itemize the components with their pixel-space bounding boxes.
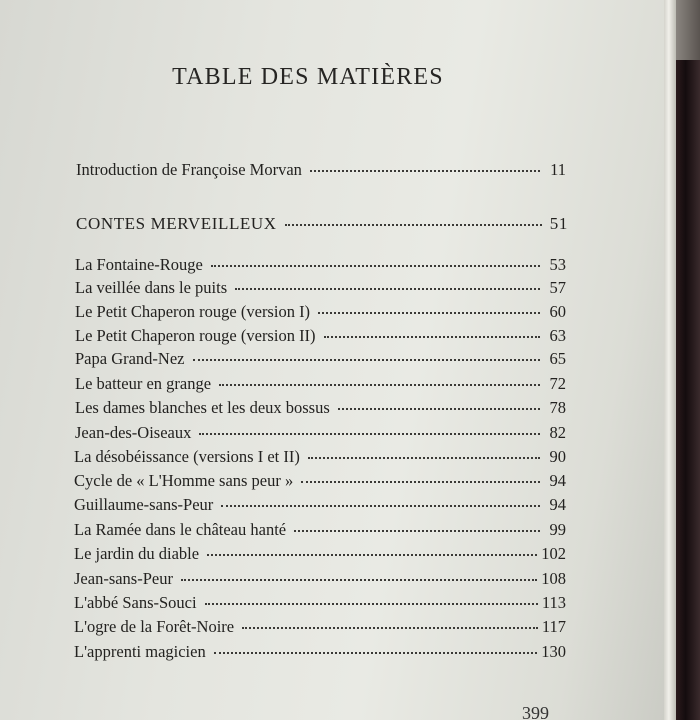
toc-entry-label: La Fontaine-Rouge <box>75 255 203 274</box>
toc-entry-label: La Ramée dans le château hanté <box>74 520 287 539</box>
toc-section-page: 51 <box>549 214 568 233</box>
toc-entry-label: Le Petit Chaperon rouge (version II) <box>75 326 316 345</box>
toc-entry-page: 72 <box>549 374 566 393</box>
toc-entry <box>74 471 566 491</box>
toc-intro-label: Introduction de Françoise Morvan <box>76 160 302 179</box>
toc-entry <box>75 374 566 394</box>
toc-entry-page: 117 <box>541 617 566 636</box>
toc-entry <box>75 423 566 443</box>
toc-entry-label: Cycle de « L'Homme sans peur » <box>74 471 294 490</box>
dot-leader <box>214 652 538 654</box>
toc-entry-page: 108 <box>541 569 566 588</box>
toc-entry-label: L'abbé Sans-Souci <box>74 593 197 612</box>
dot-leader <box>235 288 540 290</box>
toc-entry-label: L'apprenti magicien <box>74 642 206 661</box>
toc-entry <box>74 520 566 540</box>
book-cover <box>676 0 700 720</box>
toc-entry <box>74 593 566 613</box>
toc-entry-page: 90 <box>549 447 566 466</box>
dot-leader <box>338 408 540 410</box>
dot-leader <box>308 457 540 459</box>
toc-entry-label: Jean-des-Oiseaux <box>75 423 192 442</box>
toc-section-label: CONTES MERVEILLEUX <box>76 214 277 233</box>
toc-entry-label: Papa Grand-Nez <box>75 349 185 368</box>
toc-entry <box>75 326 566 346</box>
background <box>676 0 700 60</box>
toc-entry-page: 102 <box>541 544 566 563</box>
dot-leader <box>207 554 537 556</box>
toc-entry-page: 94 <box>549 495 566 514</box>
toc-entry <box>74 617 566 637</box>
toc-entry-label: Le batteur en grange <box>75 374 212 393</box>
toc-entry-page: 78 <box>549 398 566 417</box>
dot-leader <box>211 265 540 267</box>
dot-leader <box>193 359 541 361</box>
toc-intro <box>76 160 566 180</box>
toc-entry-label: Le Petit Chaperon rouge (version I) <box>75 302 311 321</box>
toc-entry-label: La veillée dans le puits <box>75 278 228 297</box>
dot-leader <box>219 384 540 386</box>
toc-entry-page: 60 <box>549 302 566 321</box>
dot-leader <box>221 505 540 507</box>
toc-entry-page: 94 <box>549 471 566 490</box>
toc-entry-page: 65 <box>549 349 566 368</box>
dot-leader <box>205 603 538 605</box>
dot-leader <box>318 312 540 314</box>
toc-entry-label: La désobéissance (versions I et II) <box>74 447 300 466</box>
dot-leader <box>199 433 540 435</box>
page-number: 399 <box>522 703 549 720</box>
toc-entry <box>74 569 566 589</box>
toc-entry <box>74 447 566 467</box>
toc-entry <box>75 278 566 298</box>
toc-entry <box>75 349 566 369</box>
dot-leader <box>310 170 540 172</box>
toc-entry-page: 130 <box>541 642 566 661</box>
toc-entry-page: 99 <box>549 520 566 539</box>
toc-entry-label: Le jardin du diable <box>74 544 200 563</box>
toc-entry-label: Guillaume-sans-Peur <box>74 495 214 514</box>
toc-entry <box>75 398 566 418</box>
toc-entry-label: Jean-sans-Peur <box>74 569 173 588</box>
toc-section <box>76 214 568 234</box>
toc-entry <box>75 302 566 322</box>
toc-entry <box>74 544 566 564</box>
dot-leader <box>181 579 537 581</box>
toc-entry <box>75 255 566 275</box>
toc-entry-page: 57 <box>549 278 566 297</box>
toc-entry <box>74 642 566 662</box>
toc-entry-label: L'ogre de la Forêt-Noire <box>74 617 235 636</box>
toc-entry-page: 82 <box>549 423 566 442</box>
toc-entry-page: 53 <box>549 255 566 274</box>
dot-leader <box>294 530 540 532</box>
dot-leader <box>285 224 542 226</box>
toc-entry-page: 113 <box>541 593 566 612</box>
dot-leader <box>242 627 538 629</box>
toc-entry-label: Les dames blanches et les deux bossus <box>75 398 330 417</box>
dot-leader <box>301 481 540 483</box>
toc-intro-page: 11 <box>550 160 566 179</box>
toc-entry <box>74 495 566 515</box>
dot-leader <box>324 336 540 338</box>
page-title: TABLE DES MATIÈRES <box>172 64 444 90</box>
toc-entry-page: 63 <box>549 326 566 345</box>
